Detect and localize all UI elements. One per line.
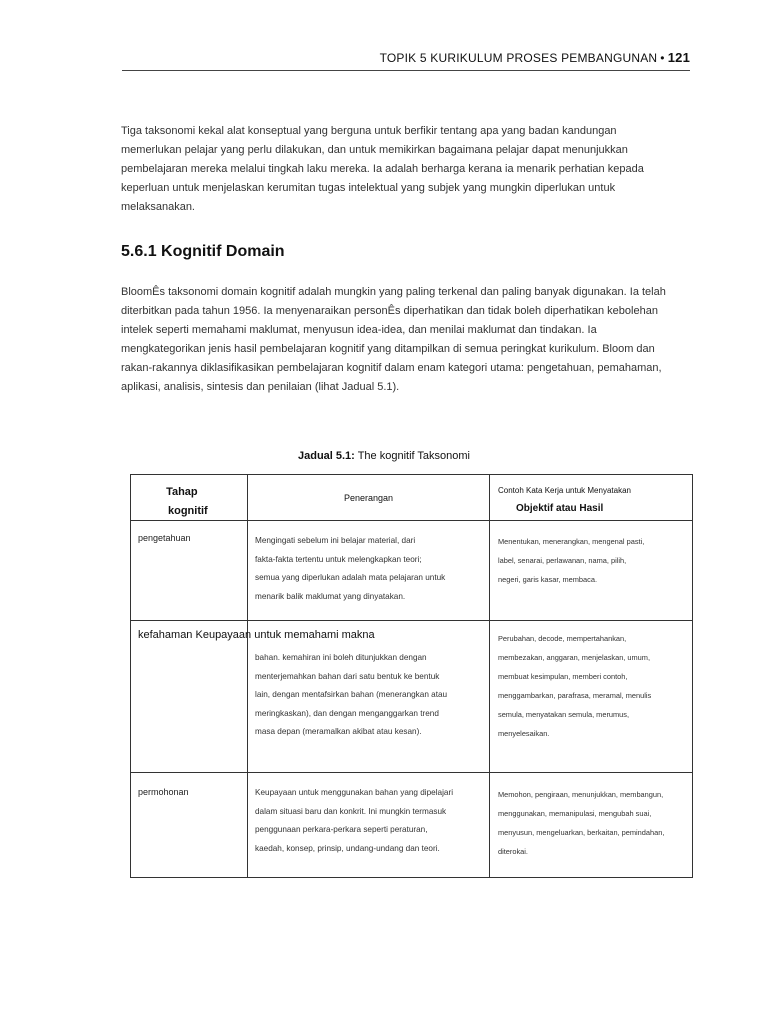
description-line: fakta-fakta tertentu untuk melengkapkan teori; xyxy=(255,554,422,564)
description-line: semua yang diperlukan adalah mata pelajaran untuk xyxy=(255,573,446,582)
caption-label: Jadual 5.1: xyxy=(297,450,355,462)
taxonomy-table xyxy=(130,474,693,878)
description-line: meringkaskan), dan dengan menganggarkan trend xyxy=(255,708,439,718)
row-examples xyxy=(490,621,693,773)
page-number: 121 xyxy=(667,50,690,65)
example-line: diterokai. xyxy=(498,847,528,856)
header-examples-small: Contoh Kata Kerja untuk Menyatakan xyxy=(498,486,631,495)
table-header-row xyxy=(131,475,693,521)
header-level-line: Tahap xyxy=(166,486,198,498)
example-line: menggambarkan, parafrasa, meramal, menulis xyxy=(498,691,652,700)
caption-text: The kognitif Taksonomi xyxy=(354,450,470,462)
body-line: intelek seperti memahami maklumat, menyusun idea-idea, dan menilai maklumat dan tindakan. Ia xyxy=(121,324,597,336)
header-cell-description xyxy=(248,475,490,521)
row-description xyxy=(248,521,490,621)
body-line: diterbitkan pada tahun 1956. Ia menyenaraikan personÊs diperhatikan dan tidak boleh diperhatikan kebolehan xyxy=(121,305,658,317)
description-line: Mengingati sebelum ini belajar material, dari xyxy=(255,536,416,545)
intro-line: pembelajaran mereka melalui tingkah laku mereka. Ia adalah berharga kerana ia menarik perhatian kepada xyxy=(121,163,644,175)
example-line: label, senarai, perlawanan, nama, pilih, xyxy=(498,556,627,565)
description-line: kaedah, konsep, prinsip, undang-undang dan teori. xyxy=(255,843,440,853)
example-line: membezakan, anggaran, menjelaskan, umum, xyxy=(498,653,650,662)
example-line: membuat kesimpulan, memberi contoh, xyxy=(498,672,628,681)
table-row xyxy=(131,621,693,773)
header-cell-examples xyxy=(490,475,693,521)
header-separator: • xyxy=(660,51,665,65)
body-line: rakan-rakannya diklasifikasikan pembelajaran kognitif dalam enam kategori utama: pengetahuan, pemahaman, xyxy=(121,362,662,374)
example-line: menggunakan, memanipulasi, mengubah suai, xyxy=(498,809,652,818)
intro-line: memerlukan pelajar yang perlu dilakukan, dan untuk memikirkan bagaimana pelajar dapat menunjukkan xyxy=(121,144,628,156)
description-line: penggunaan perkara-perkara seperti peraturan, xyxy=(255,825,428,834)
description-line: menarik balik maklumat yang dinyatakan. xyxy=(255,591,406,601)
table-row xyxy=(131,521,693,621)
example-line: negeri, garis kasar, membaca. xyxy=(498,575,597,584)
row-level-label: kefahaman xyxy=(138,629,193,641)
table-caption xyxy=(0,450,768,462)
body-paragraph xyxy=(121,283,691,397)
running-header xyxy=(122,50,690,71)
header-cell-level xyxy=(131,475,248,521)
description-line: dalam situasi baru dan konkrit. Ini mungkin termasuk xyxy=(255,806,447,816)
description-line: masa depan (meramalkan akibat atau kesan). xyxy=(255,727,422,736)
table-row xyxy=(131,773,693,878)
section-heading: 5.6.1 Kognitif Domain xyxy=(121,243,285,260)
description-line: lain, dengan mentafsirkan bahan (menerangkan atau xyxy=(255,690,448,699)
description-line: bahan. kemahiran ini boleh ditunjukkan dengan xyxy=(255,653,427,662)
example-line: Perubahan, decode, mempertahankan, xyxy=(498,634,627,643)
row-level: pengetahuan xyxy=(131,521,248,621)
example-line: Memohon, pengiraan, menunjukkan, membangun, xyxy=(498,790,664,799)
row-description xyxy=(248,773,490,878)
example-line: semula, menyatakan semula, merumus, xyxy=(498,710,630,719)
intro-line: melaksanakan. xyxy=(121,201,195,213)
description-line: Keupayaan untuk menggunakan bahan yang dipelajari xyxy=(255,788,454,797)
body-line: BloomÊs taksonomi domain kognitif adalah mungkin yang paling terkenal dan paling banyak digunakan. Ia telah xyxy=(121,286,666,298)
row-level-continuation: Keupayaan untuk memahami makna xyxy=(192,629,375,641)
intro-paragraph xyxy=(121,122,691,217)
example-line: menyelesaikan. xyxy=(498,729,550,738)
row-level: permohonan xyxy=(131,773,248,878)
example-line: menyusun, mengeluarkan, berkaitan, pemindahan, xyxy=(498,828,665,837)
header-description: Penerangan xyxy=(343,493,394,503)
body-line: aplikasi, analisis, sintesis dan penilaian (lihat Jadual 5.1). xyxy=(121,381,400,393)
intro-line: keperluan untuk menjelaskan kerumitan tugas intelektual yang subjek yang mungkin diperlukan untuk xyxy=(121,182,616,194)
header-examples-bold: Objektif atau Hasil xyxy=(516,503,604,514)
row-examples xyxy=(490,773,693,878)
description-line: menterjemahkan bahan dari satu bentuk ke bentuk xyxy=(255,671,440,681)
header-title: TOPIK 5 KURIKULUM PROSES PEMBANGUNAN xyxy=(379,51,658,65)
example-line: Menentukan, menerangkan, mengenal pasti, xyxy=(498,537,645,546)
row-examples xyxy=(490,521,693,621)
body-line: mengkategorikan jenis hasil pembelajaran kognitif yang ditampilkan di semua peringkat kurikulum. Bloom dan xyxy=(121,343,655,355)
row-description xyxy=(248,621,490,773)
header-level-line: kognitif xyxy=(168,505,208,517)
intro-line: Tiga taksonomi kekal alat konseptual yang berguna untuk berfikir tentang apa yang badan kandungan xyxy=(121,125,617,137)
